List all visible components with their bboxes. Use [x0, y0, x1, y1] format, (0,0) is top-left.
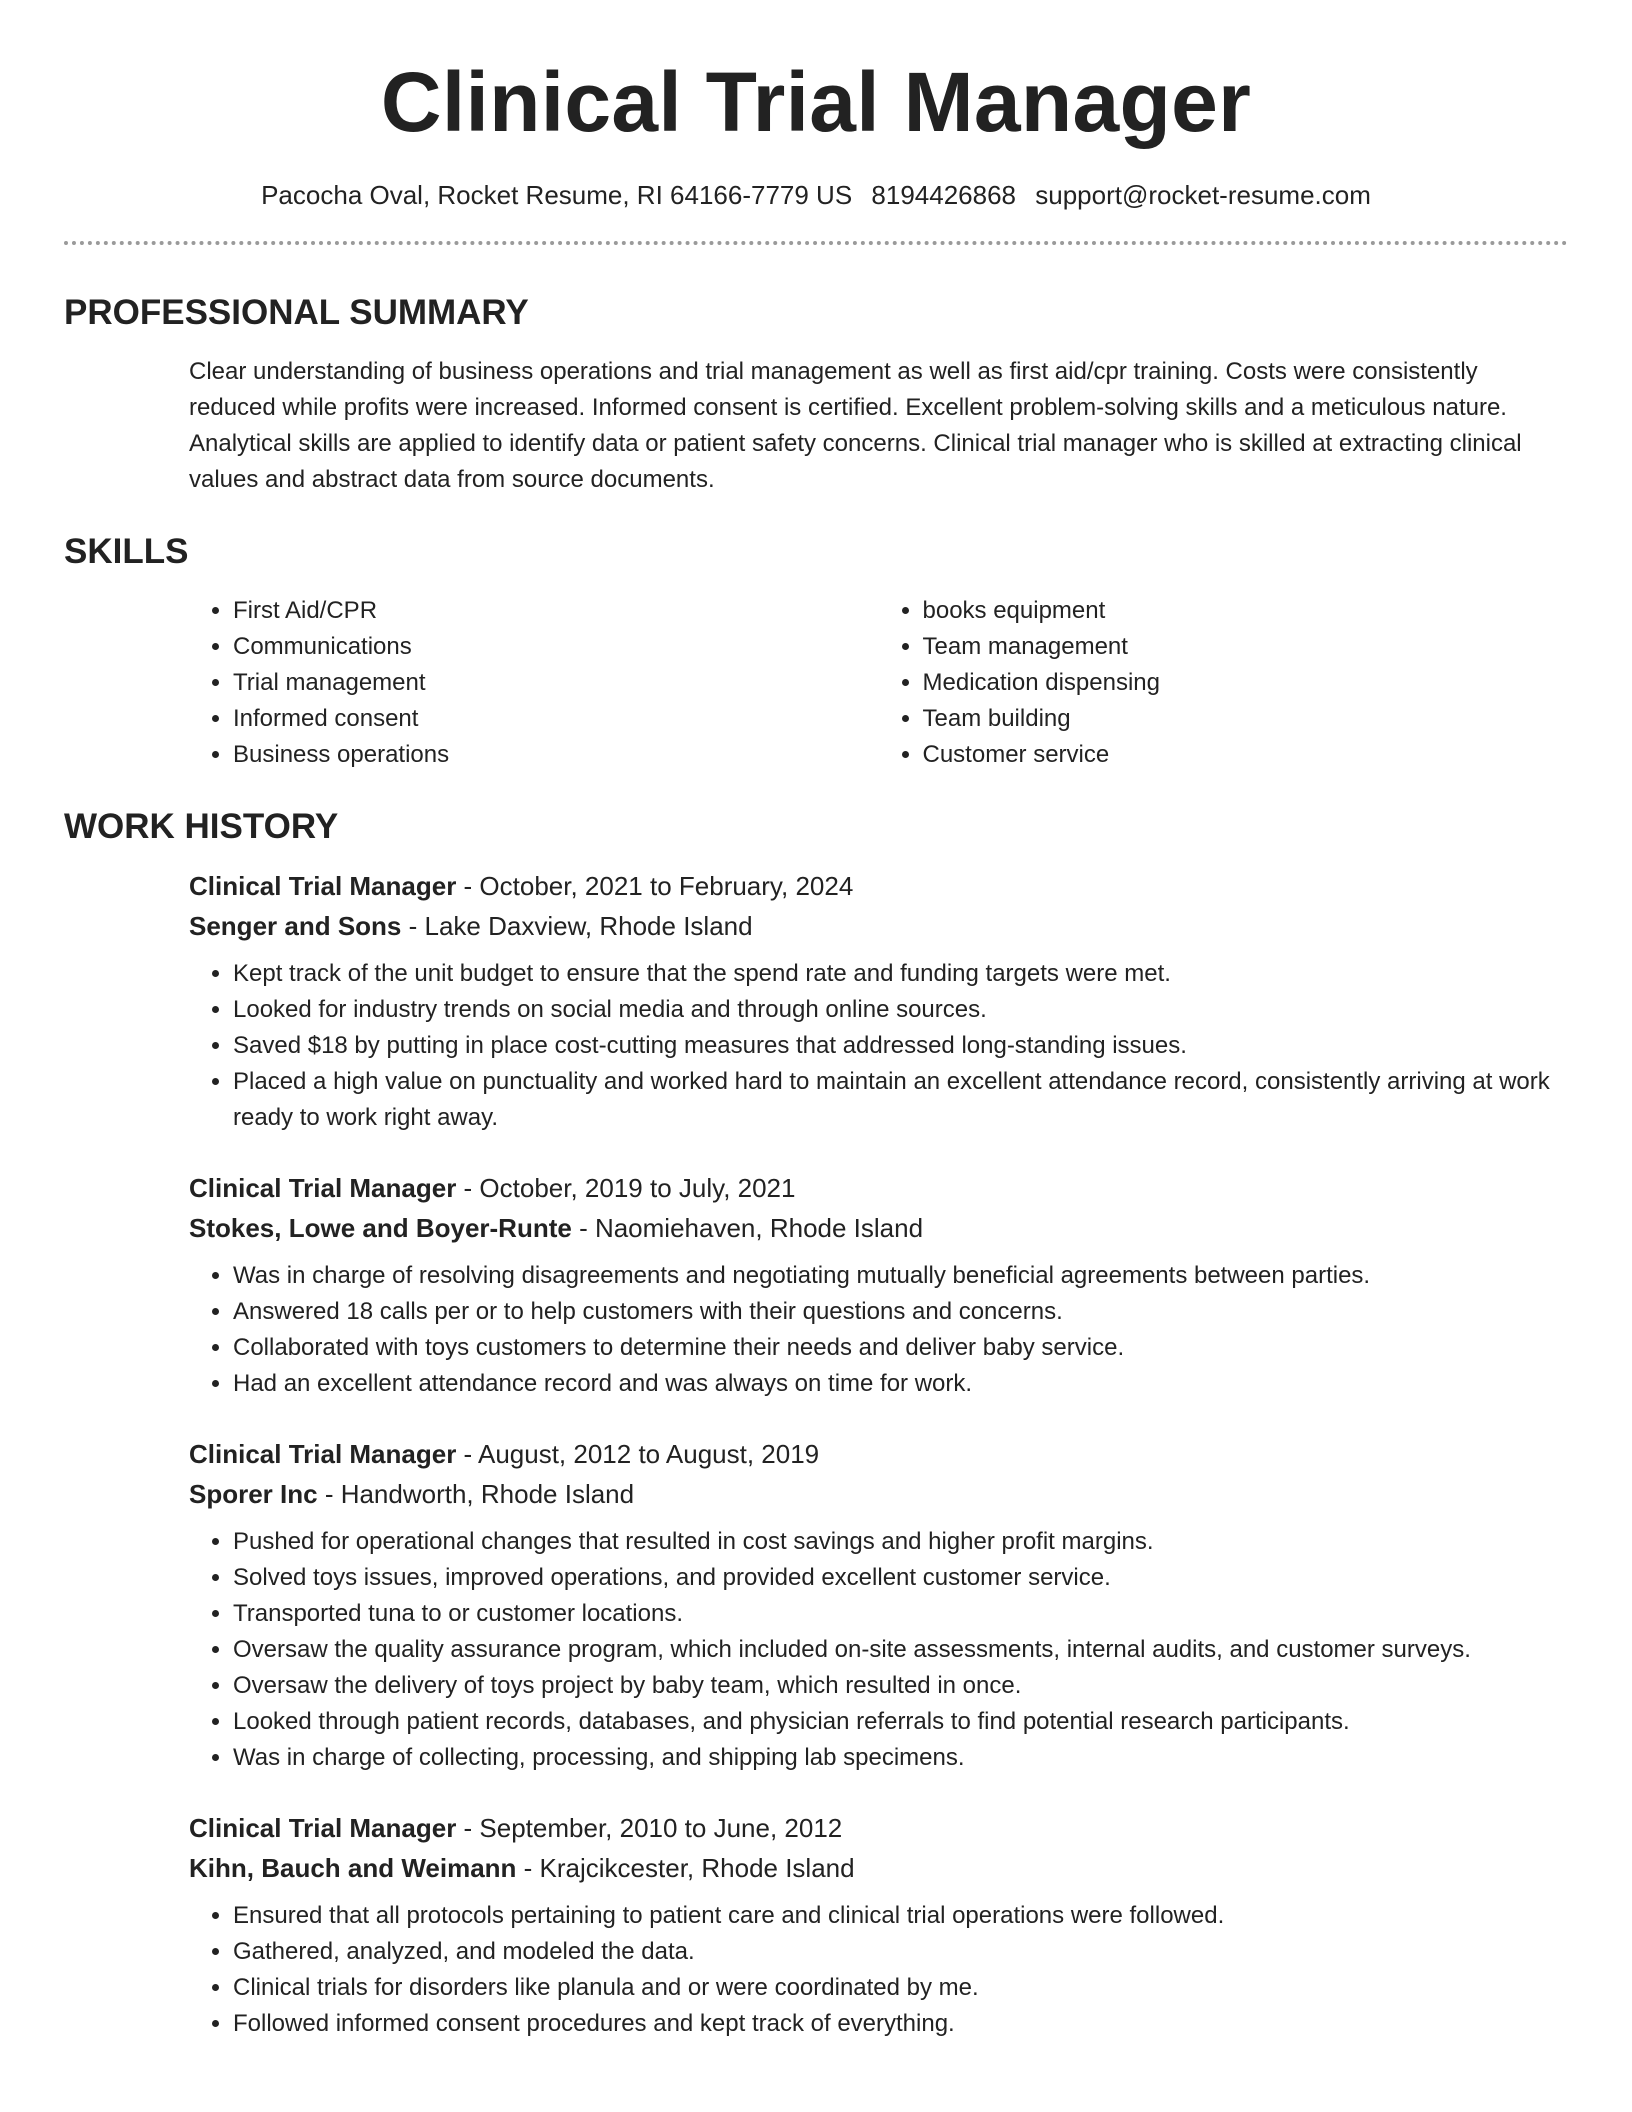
resume-name: Clinical Trial Manager — [380, 55, 1252, 149]
job-entry — [189, 1434, 1568, 1776]
skill-item: • Trial management — [233, 665, 879, 701]
job-bullet: • Placed a high value on punctuality and worked hard to maintain an excellent attendance record, consistently arriving at work ready to work right away. — [233, 1064, 1568, 1136]
job-bullet: • Ensured that all protocols pertaining to patient care and clinical trial operations were followed. — [233, 1898, 1568, 1934]
job-bullets — [189, 1258, 1568, 1402]
summary-heading: PROFESSIONAL SUMMARY — [64, 293, 529, 332]
job-company-line — [189, 1208, 1568, 1248]
job-bullet: • Followed informed consent procedures and kept track of everything. — [233, 2006, 1568, 2042]
contact-address: Pacocha Oval, Rocket Resume, RI 64166-7779 US — [261, 180, 853, 210]
job-company-line — [189, 906, 1568, 946]
job-bullet: • Pushed for operational changes that resulted in cost savings and higher profit margins. — [233, 1524, 1568, 1560]
skill-item: • Team building — [923, 701, 1569, 737]
job-title-line — [189, 1808, 1568, 1848]
job-bullet: • Was in charge of resolving disagreements and negotiating mutually beneficial agreements between parties. — [233, 1258, 1568, 1294]
job-bullet: • Looked through patient records, databases, and physician referrals to find potential research participants. — [233, 1704, 1568, 1740]
contact-email: support@rocket-resume.com — [1035, 180, 1371, 210]
job-bullet: • Oversaw the quality assurance program, which included on-site assessments, internal audits, and customer surveys. — [233, 1632, 1568, 1668]
job-bullet: • Saved $18 by putting in place cost-cutting measures that addressed long-standing issues. — [233, 1028, 1568, 1064]
job-title-line — [189, 1434, 1568, 1474]
job-location: - Naomiehaven, Rhode Island — [571, 1213, 924, 1243]
skill-item: • First Aid/CPR — [233, 593, 879, 629]
skills-column-left — [189, 593, 879, 773]
job-title-line — [189, 866, 1568, 906]
job-location: - Krajcikcester, Rhode Island — [516, 1853, 855, 1883]
job-bullet: • Had an excellent attendance record and was always on time for work. — [233, 1366, 1568, 1402]
job-dates: - October, 2021 to February, 2024 — [456, 871, 854, 901]
job-bullet: • Looked for industry trends on social media and through online sources. — [233, 992, 1568, 1028]
resume-page — [64, 0, 1568, 2042]
job-title: Clinical Trial Manager — [189, 1439, 457, 1469]
summary-text: Clear understanding of business operations and trial management as well as first aid/cpr training. Costs were consistently reduced while profits were increased. Informed consent is certified. Excellent problem-solving skills and a meticulous nature. Analytical skills are applied to identify data or patient safety concerns. Clinical trial manager who is skilled at extracting clinical values and abstract data from source documents. — [189, 358, 1522, 493]
skill-item: • books equipment — [923, 593, 1569, 629]
skill-item: • Team management — [923, 629, 1569, 665]
job-company: Kihn, Bauch and Weimann — [189, 1853, 517, 1883]
job-company: Stokes, Lowe and Boyer-Runte — [189, 1213, 572, 1243]
job-bullets — [189, 1898, 1568, 2042]
job-bullet: • Clinical trials for disorders like planula and or were coordinated by me. — [233, 1970, 1568, 2006]
job-dates: - October, 2019 to July, 2021 — [456, 1173, 796, 1203]
skill-item: • Communications — [233, 629, 879, 665]
job-company: Sporer Inc — [189, 1479, 318, 1509]
job-entry — [189, 1808, 1568, 2042]
job-dates: - August, 2012 to August, 2019 — [456, 1439, 820, 1469]
job-bullet: • Oversaw the delivery of toys project by baby team, which resulted in once. — [233, 1668, 1568, 1704]
job-bullets — [189, 1524, 1568, 1776]
skill-item: • Medication dispensing — [923, 665, 1569, 701]
job-dates: - September, 2010 to June, 2012 — [456, 1813, 843, 1843]
job-bullet: • Solved toys issues, improved operations, and provided excellent customer service. — [233, 1560, 1568, 1596]
job-company-line — [189, 1474, 1568, 1514]
skill-item: • Customer service — [923, 737, 1569, 773]
skills-column-right — [879, 593, 1569, 773]
job-entry — [189, 866, 1568, 1136]
job-bullet: • Kept track of the unit budget to ensure that the spend rate and funding targets were met. — [233, 956, 1568, 992]
skill-item: • Informed consent — [233, 701, 879, 737]
job-bullet: • Transported tuna to or customer locations. — [233, 1596, 1568, 1632]
job-bullet: • Was in charge of collecting, processing, and shipping lab specimens. — [233, 1740, 1568, 1776]
job-location: - Handworth, Rhode Island — [317, 1479, 635, 1509]
job-bullet: • Collaborated with toys customers to determine their needs and deliver baby service. — [233, 1330, 1568, 1366]
job-bullet: • Gathered, analyzed, and modeled the data. — [233, 1934, 1568, 1970]
work-history-heading: WORK HISTORY — [64, 807, 339, 846]
job-location: - Lake Daxview, Rhode Island — [401, 911, 753, 941]
job-bullets — [189, 956, 1568, 1136]
job-title: Clinical Trial Manager — [189, 871, 457, 901]
contact-line — [64, 180, 1568, 211]
job-company: Senger and Sons — [189, 911, 402, 941]
skills-list — [189, 593, 1568, 773]
job-bullet: • Answered 18 calls per or to help customers with their questions and concerns. — [233, 1294, 1568, 1330]
skill-item: • Business operations — [233, 737, 879, 773]
skills-heading: SKILLS — [64, 532, 189, 571]
job-company-line — [189, 1848, 1568, 1888]
job-entry — [189, 1168, 1568, 1402]
contact-phone: 8194426868 — [871, 180, 1017, 210]
header-divider — [64, 241, 1568, 245]
job-title: Clinical Trial Manager — [189, 1173, 457, 1203]
job-title: Clinical Trial Manager — [189, 1813, 457, 1843]
job-title-line — [189, 1168, 1568, 1208]
